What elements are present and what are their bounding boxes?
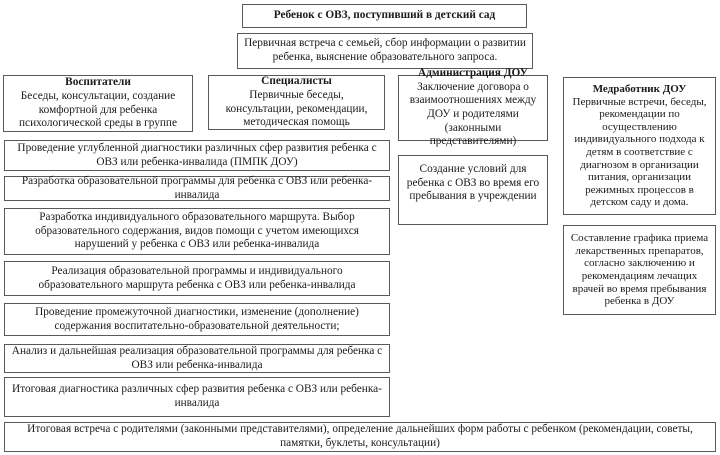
- role-body: Первичные встречи, беседы, рекомендации по осуществлению индивидуального подхода к детям в соответствие с диагнозом в организации питания, организации режимных процессов в детском саду и дома.: [572, 95, 707, 209]
- med-followup-node: [563, 225, 716, 315]
- process-step-label: Разработка индивидуального образовательного маршрута. Выбор образовательного содержания, видов помощи с учетом имеющихся нарушений у ребенка с ОВЗ или ребенка-инвалида: [35, 211, 359, 251]
- start-node: [242, 4, 527, 28]
- process-step-label: Проведение промежуточной диагностики, изменение (дополнение) содержания воспитательно-образовательной деятельности;: [35, 305, 359, 332]
- role-title: Воспитатели: [65, 76, 131, 89]
- process-step-interim-diagnostics: [4, 303, 390, 336]
- role-body: Первичные беседы, консультации, рекомендации, методическая помощь: [225, 88, 368, 129]
- process-step-diagnostics: [4, 140, 390, 171]
- role-title: Медработник ДОУ: [592, 83, 687, 96]
- role-node-vospitateli: [3, 75, 193, 132]
- start-node-label: Ребенок с ОВЗ, поступивший в детский сад: [273, 9, 496, 22]
- process-step-label: Реализация образовательной программы и индивидуального образовательного маршрута ребенка с ОВЗ или ребенка-инвалида: [38, 264, 356, 291]
- admin-followup-label: Создание условий для ребенка с ОВЗ во время его пребывания в учреждении: [406, 163, 540, 203]
- process-step-final-diagnostics: [4, 377, 390, 417]
- process-step-program-development: [4, 176, 390, 201]
- final-meeting-label: Итоговая встреча с родителями (законными представителями), определение дальнейших форм работы с ребенком (рекомендации, советы, памятки, буклеты, консультации): [27, 423, 693, 449]
- initial-meeting-label: Первичная встреча с семьей, сбор информации о развитии ребенка, выяснение образовательного запроса.: [244, 37, 526, 63]
- process-step-label: Итоговая диагностика различных сфер развития ребенка с ОВЗ или ребенка-инвалида: [12, 383, 382, 409]
- role-node-medrabotnik: [563, 77, 716, 215]
- role-node-specialisty: [208, 75, 385, 130]
- process-step-label: Проведение углубленной диагностики различных сфер развития ребенка с ОВЗ или ребенка-инвалида (ПМПК ДОУ): [17, 141, 377, 168]
- med-followup-label: Составление графика приема лекарственных препаратов, согласно заключению и рекомендациям лечащих врачей во время пребывания ребенка в ДОУ: [570, 232, 709, 308]
- role-body: Беседы, консультации, создание комфортной для ребенка психологической среды в группе: [19, 89, 177, 130]
- process-step-analysis: [4, 344, 390, 373]
- admin-followup-node: [398, 155, 548, 225]
- role-node-administracia: [398, 67, 548, 148]
- process-step-label: Анализ и дальнейшая реализация образовательной программы для ребенка с ОВЗ или ребенка-инвалида: [11, 344, 383, 371]
- role-body: Заключение договора о взаимоотношениях между ДОУ и родителями (законными представителями): [409, 80, 537, 148]
- final-meeting-node: [4, 422, 716, 452]
- process-step-individual-route: [4, 208, 390, 255]
- role-title: Администрация ДОУ: [418, 67, 528, 80]
- role-title: Специалисты: [261, 75, 332, 88]
- initial-meeting-node: [237, 33, 533, 69]
- process-step-label: Разработка образовательной программы для ребенка с ОВЗ или ребенка-инвалида: [21, 174, 373, 201]
- process-step-program-realization: [4, 261, 390, 296]
